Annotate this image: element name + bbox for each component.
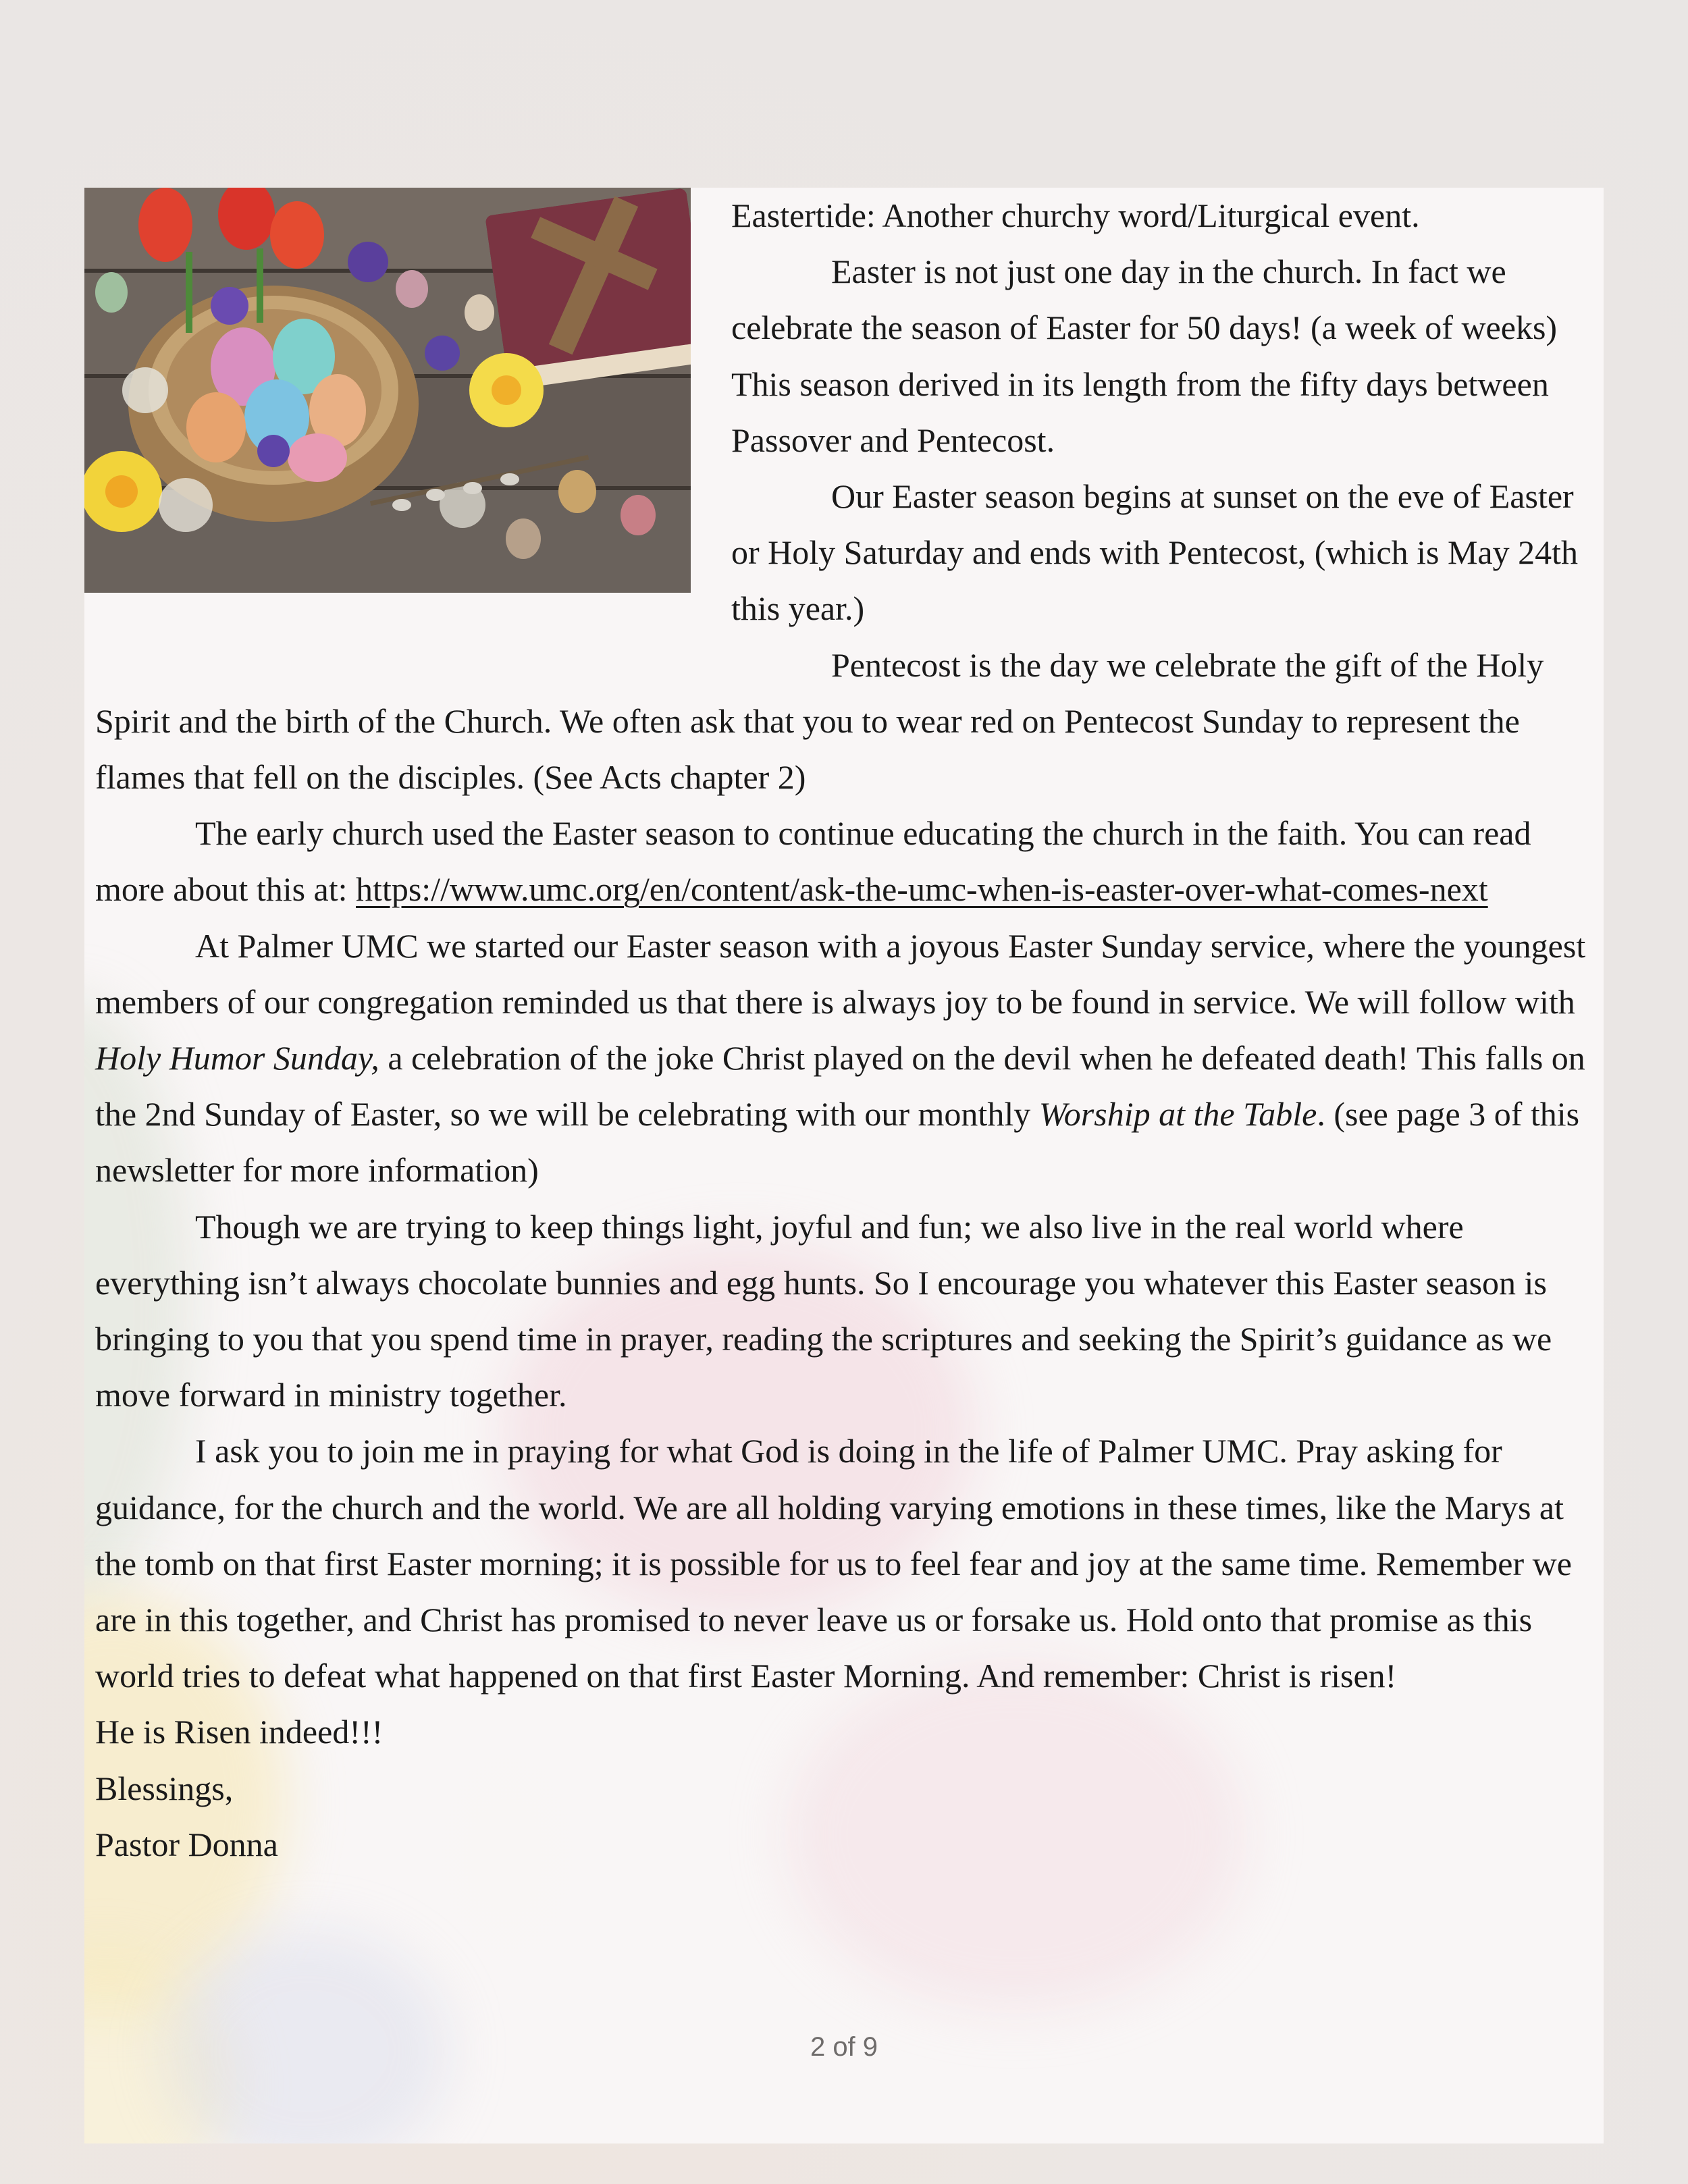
paragraph-season-begins: Our Easter season begins at sunset on the eve of Easter or Holy Saturday and ends with Pentecost, (which is May 24th this year.) [731, 477, 1578, 628]
paragraph-palmer-text-a: At Palmer UMC we started our Easter season with a joyous Easter Sunday service, where the youngest members of our congregation reminded us that there is always joy to be found in service. We will follow with [95, 926, 1586, 1021]
paragraph-real-world: Though we are trying to keep things light, joyful and fun; we also live in the real world where everything isn’t always chocolate bunnies and egg hunts. So I encourage you whatever this Easter season is bringing to you that you spend time in prayer, reading the scriptures and seeking the Spirit’s guidance as we move forward in ministry together. [95, 1207, 1552, 1414]
paragraph-palmer-umc [95, 918, 1591, 1199]
paragraph-early-church [95, 805, 1591, 917]
signature: Pastor Donna [95, 1825, 278, 1863]
worship-at-the-table-emphasis: Worship at the Table [1038, 1095, 1317, 1134]
page-number: 2 of 9 [810, 2032, 878, 2062]
article-body [95, 188, 1591, 1873]
paragraph-palmer-text-b: a celebration of the joke Christ played on the devil when he defeated death! This falls on the 2nd Sunday of Easter, so we will be celebrating with our monthly [95, 1039, 1585, 1134]
holy-humor-sunday-emphasis: Holy Humor Sunday, [95, 1039, 379, 1077]
umc-article-link[interactable]: https://www.umc.org/en/content/ask-the-umc-when-is-easter-over-what-comes-next [356, 870, 1488, 909]
photo-float-spacer [95, 188, 731, 637]
article-title: Eastertide: Another churchy word/Liturgical event. [731, 196, 1420, 234]
newsletter-page [84, 188, 1604, 2143]
paragraph-early-church-text: The early church used the Easter season to continue educating the church in the faith. You can read more about this at: [95, 814, 1531, 909]
paragraph-50-days: Easter is not just one day in the church. In fact we celebrate the season of Easter for 50 days! (a week of weeks) This season derived in its length from the fifty days between Passover and Pentecost. [731, 252, 1558, 459]
paragraph-prayer: I ask you to join me in praying for what God is doing in the life of Palmer UMC. Pray asking for guidance, for the church and the world. We are all holding varying emotions in these times, like the Marys at the tomb on that first Easter morning; it is possible for us to feel fear and joy at the same time. Remember we are in this together, and Christ has promised to never leave us or forsake us. Hold onto that promise as this world tries to defeat what happened on that first Easter Morning. And remember: Christ is risen! [95, 1432, 1572, 1695]
closing-risen-indeed: He is Risen indeed!!! [95, 1713, 384, 1751]
paragraph-pentecost: Pentecost is the day we celebrate the gift of the Holy Spirit and the birth of the Church. We often ask that you to wear red on Pentecost Sunday to represent the flames that fell on the disciples. (See Acts chapter 2) [95, 645, 1544, 797]
closing-blessings: Blessings, [95, 1769, 234, 1807]
paragraph-palmer-text-c: . (see page 3 of this newsletter for more information) [95, 1095, 1580, 1190]
